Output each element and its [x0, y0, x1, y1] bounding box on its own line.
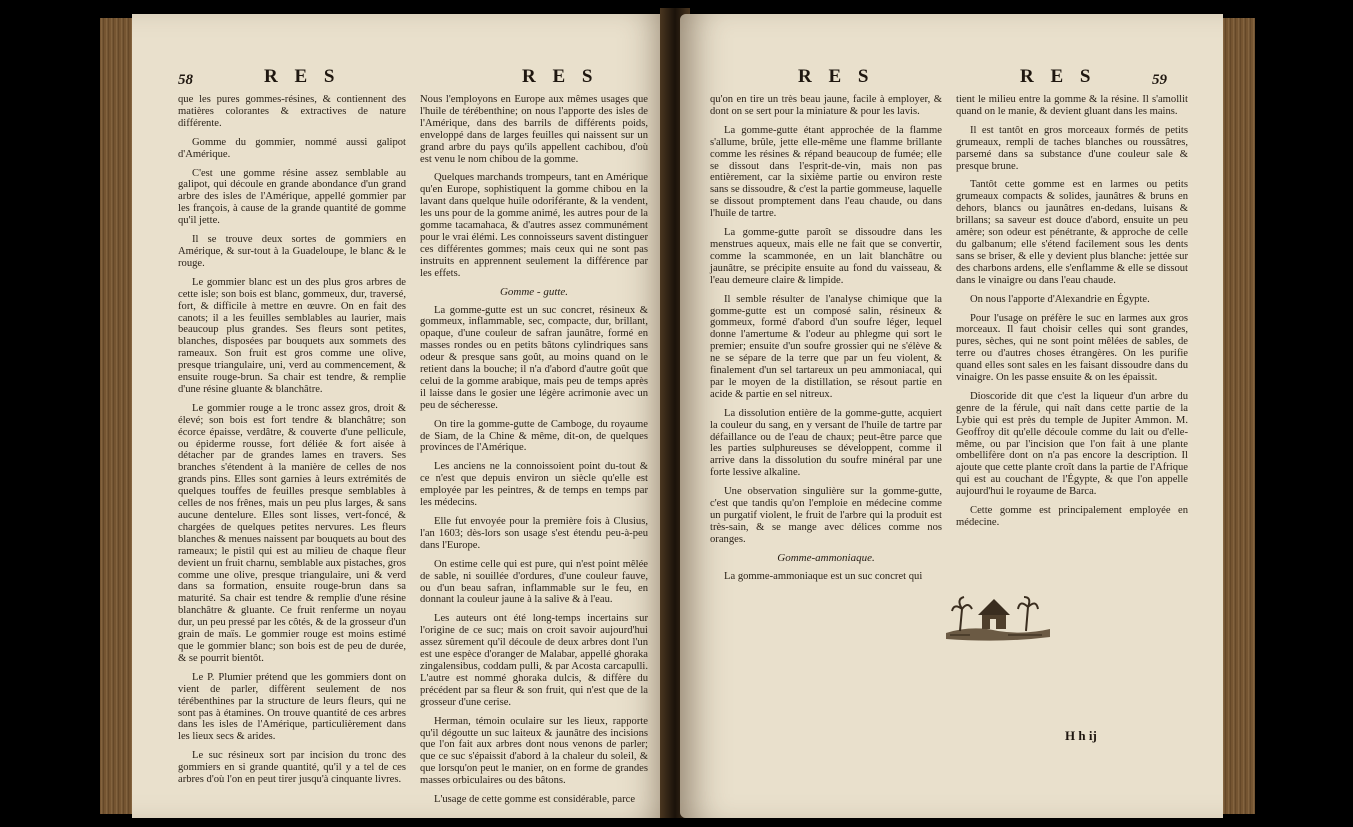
- paragraph: Elle fut envoyée pour la première fois à Clusius, l'an 1603; dès-lors son usage s'est étendu peu-à-peu dans l'Europe.: [420, 516, 648, 551]
- paragraph: Le gommier blanc est un des plus gros arbres de cette isle; son bois est blanc, gommeux, dur, traversé, fort, & difficile à mettre en œuvre. On en fait des canots; il a les feuilles semblables au laurier, mais beaucoup plus grandes. Ses fleurs sont petites, blanches, disposées par bouquets aux sommets des rameaux. Son fruit est gros comme une olive, presque triangulaire, uni, verd au commencement, & ensuite rouge-brun. Sa chair est tendre, & remplie d'une résine gluante & blanchâtre.: [178, 276, 406, 395]
- paragraph: Dioscoride dit que c'est la liqueur d'un arbre du genre de la férule, qui naît dans cette partie de la Lybie qui est près du temple de Jupiter Ammon. M. Geoffroy dit qu'elle découle comme du lait ou d'elle-même, ou par l'incision que l'on fait à une plante ombellifère dont on n'a pas encore la description. Il ajoute que cette plante croît dans la partie de l'Afrique qui est au couchant de l'Égypte, & que l'on appelle aujourd'hui le royaume de Barca.: [956, 390, 1188, 498]
- right-page: [680, 14, 1223, 818]
- section-heading: Gomme-ammoniaque.: [777, 551, 875, 564]
- paragraph: Quelques marchands trompeurs, tant en Amérique qu'en Europe, sophistiquent la gomme chibou en la lavant dans quelque huile odoriférante, & la vendent, les uns pour de la gomme animé, les autres pour de la gomme tacamahaca, & d'autres assez communément pour le vrai élémi. Les connoisseurs savent distinguer ces différentes gommes; mais ceux qui ne sont pas instruits en apprennent seulement la différence par les effets.: [420, 172, 648, 279]
- paragraph: Pour l'usage on préfère le suc en larmes aux gros morceaux. Il faut choisir celles qui sont grandes, pures, sèches, qui ne sont point mêlées de sables, de terre ou d'autres choses étrangères. On les purifie quand elles sont sales en les faisant dissoudre dans du vinaigre. On les passe ensuite & on les épaissit.: [956, 312, 1188, 384]
- paragraph: La gomme-ammoniaque est un suc concret qui: [724, 570, 923, 582]
- paragraph: Cette gomme est principalement employée en médecine.: [956, 505, 1188, 528]
- page-number-left: 58: [178, 72, 193, 88]
- left-page-column-2: [420, 94, 648, 813]
- running-head-right-col1: R E S: [798, 66, 875, 87]
- running-head-left-col2: R E S: [522, 66, 599, 87]
- book-spread: [100, 8, 1255, 818]
- page-number-right: 59: [1152, 72, 1167, 88]
- running-head-right-col2: R E S: [1020, 66, 1097, 87]
- paragraph: Le P. Plumier prétend que les gommiers dont on vient de parler, diffèrent seulement de nos térébenthines par la structure de leurs fleurs, qui ne sont pas à étamines. On trouve quantité de ces arbres dans les isles de l'Amérique, particulièrement dans les lieux secs & arides.: [178, 671, 406, 743]
- paragraph: tient le milieu entre la gomme & la résine. Il s'amollit quand on le manie, & devient gluant dans les mains.: [956, 94, 1188, 117]
- section-heading: Gomme - gutte.: [499, 285, 569, 298]
- paragraph: Le gommier rouge a le tronc assez gros, droit & élevé; son bois est fort tendre & blanchâtre; son écorce épaisse, verdâtre, & couverte d'une pellicule, ou épiderme rousse, fort déliée & fort aisée à détacher par de grandes lames en travers. Ses branches s'étendent à la manière de celles de nos grands pins. Elles sont garnies à leurs extrémités de quelques touffes de feuilles presque semblables à celles de nos frênes, mais un peu plus larges, & sans aucune dentelure. Elles sont lisses, vert-foncé, & chargées de quelques petites nervures. Les fleurs blanches & menues naissent par bouquets au bout des rameaux; le pistil qui est au milieu de chaque fleur devient un fruit charnu, semblable aux pistaches, gros comme une olive, presque triangulaire, uni & verd dans sa formation, ensuite rouge-brun dans sa maturité. Sa chair est tendre & remplie d'une résine blanchâtre & gluante. Ce fruit renferme un noyau dur, un peu pressé par les côtés, & de la grosseur d'un grain de maïs. Le gommier rouge est moins estimé que le gommier blanc; son bois est de peu de durée, & se pourrit bientôt.: [178, 402, 406, 664]
- paragraph: Herman, témoin oculaire sur les lieux, rapporte qu'il dégoutte un suc laiteux & jaunâtre des incisions que l'on fait aux arbres dont nous venons de parler; que ce suc s'épaissit d'abord à la chaleur du soleil, & que lorsqu'on peut le manier, on en forme de grandes masses orbiculaires ou des bâtons.: [420, 715, 648, 787]
- paragraph: On nous l'apporte d'Alexandrie en Égypte.: [970, 293, 1150, 305]
- paragraph: La gomme-gutte étant approchée de la flamme s'allume, brûle, jette elle-même une flamme brillante comme les résines & répand beaucoup de fumée; elle se dissout dans l'esprit-de-vin, mais non pas entièrement, car la sixième partie ou environ reste sans se dissoudre, & c'est la partie gommeuse, laquelle se dissout promptement dans l'eau chaude, ou dans l'huile de tartre.: [710, 124, 942, 220]
- paragraph: Gomme du gommier, nommé aussi galipot d'Amérique.: [178, 136, 406, 160]
- paragraph: C'est une gomme résine assez semblable au galipot, qui découle en grande abondance d'un grand arbre des isles de l'Amérique, appellé gommier par les françois, à cause de la grande quantité de gomme qu'il jette.: [178, 167, 406, 227]
- paragraph: que les pures gommes-résines, & contiennent des matières colorantes & extractives de nature différente.: [178, 94, 406, 129]
- paragraph: Nous l'employons en Europe aux mêmes usages que l'huile de térébenthine; on nous l'apporte des isles de l'Amérique, dans des barrils de différents poids, enveloppé dans de larges feuilles qui naissent sur un grand arbre du pays qu'ils appellent cachibou, d'où est venu le nom chibou de la gomme.: [420, 94, 648, 165]
- landscape-vignette-illustration: [942, 585, 1054, 647]
- paragraph: Les auteurs ont été long-temps incertains sur l'origine de ce suc; mais on croit savoir aujourd'hui assez sûrement qu'il découle de deux arbres dont l'un est une espèce d'oranger de Malabar, appellé ghoraka zingalensibus, coddam pulli, & par Acosta carcapulli. L'autre est nommé ghoraka dulcis, & diffère du précédent par sa fleur & son fruit, qui n'est que de la grosseur d'une cerise.: [420, 613, 648, 708]
- paragraph: Les anciens ne la connoissoient point du-tout & ce n'est que depuis environ un siècle qu'elle est employée par les peintres, & de temps en temps par les médecins.: [420, 461, 648, 509]
- left-page-column-1: [178, 94, 406, 793]
- paragraph: Une observation singulière sur la gomme-gutte, c'est que tandis qu'on l'emploie en médecine comme un purgatif violent, le fruit de l'arbre qui la produit est très-sain, & se mange avec délices comme nos oranges.: [710, 486, 942, 545]
- paragraph: Tantôt cette gomme est en larmes ou petits grumeaux compacts & solides, jaunâtres & bruns en dehors, blancs ou jaunâtres en-dedans, luisans & brillans; sa saveur est douce d'abord, ensuite un peu amère; son odeur est pénétrante, & approche de celle du galbanum; elle s'étend facilement sous les dents sans se briser, & elle y devient plus blanche: jettée sur des charbons ardens, elle s'enflamme & elle se dissout dans le vinaigre ou dans l'eau chaude.: [956, 179, 1188, 286]
- paragraph: Il semble résulter de l'analyse chimique que la gomme-gutte est un composé salin, résineux & gommeux, formé d'abord d'un soufre léger, lequel donne l'amertume & l'odeur au phlegme qui sort le premier; ensuite d'un soufre grossier qui ne s'élève & ne se sépare de la terre que par un feu violent, & finalement d'un sel tartareux un peu ammoniacal, qui par le moyen de la distillation, se résout partie en acide & partie en sel nitreux.: [710, 293, 942, 400]
- signature-mark: H h ij: [1065, 728, 1097, 743]
- paragraph: On estime celle qui est pure, qui n'est point mêlée de sable, ni souillée d'ordures, d'une couleur fauve, ou d'un beau safran, inflammable sur le feu, en donnant la couleur jaune à la salive & à l'eau.: [420, 558, 648, 606]
- paragraph: Il est tantôt en gros morceaux formés de petits grumeaux, rempli de taches blanches ou roussâtres, parsemé dans sa substance d'une couleur sale & presque brune.: [956, 124, 1188, 172]
- paragraph: On tire la gomme-gutte de Camboge, du royaume de Siam, de la Chine & même, dit-on, de quelques provinces de l'Amérique.: [420, 418, 648, 454]
- paragraph: Il se trouve deux sortes de gommiers en Amérique, & sur-tout à la Guadeloupe, le blanc & le rouge.: [178, 234, 406, 269]
- paragraph: qu'on en tire un très beau jaune, facile à employer, & dont on se sert pour la miniature & pour les lavis.: [710, 94, 942, 117]
- paragraph: La dissolution entière de la gomme-gutte, acquiert la couleur du sang, en y versant de l'huile de tartre par défaillance ou de l'eau de chaux; peut-être parce que les parties sulphureuses se développent, comme il arrive dans la dissolution du soufre minéral par une forte lessive alkaline.: [710, 407, 942, 479]
- right-page-column-2: [956, 94, 1188, 536]
- paragraph: La gomme-gutte est un suc concret, résineux & gommeux, inflammable, sec, compacte, dur, brillant, opaque, d'une couleur de safran jaunâtre, formé en masses rondes ou en petits bâtons cylindriques sans odeur & presque sans goût, au moins quand on le retient dans la bouche; il n'a d'abord d'autre goût que celui de la gomme arabique, mais peu de temps après il laisse dans le gosier une légère acrimonie avec un peu de sécheresse.: [420, 304, 648, 411]
- paragraph: Le suc résineux sort par incision du tronc des gommiers en si grande quantité, qu'il y a tel de ces arbres d'où l'on en peut tirer jusqu'à cinquante livres.: [178, 750, 406, 786]
- running-head-left-col1: R E S: [264, 66, 341, 87]
- left-page: [132, 14, 670, 818]
- right-page-column-1: [710, 94, 942, 590]
- paragraph: La gomme-gutte paroît se dissoudre dans les menstrues aqueux, mais elle ne fait que se convertir, comme la scammonée, en un lait blanchâtre ou jaunâtre, se précipite ensuite au fond du vaisseau, & l'eau demeure claire & limpide.: [710, 227, 942, 286]
- paragraph: L'usage de cette gomme est considérable, parce: [434, 794, 636, 806]
